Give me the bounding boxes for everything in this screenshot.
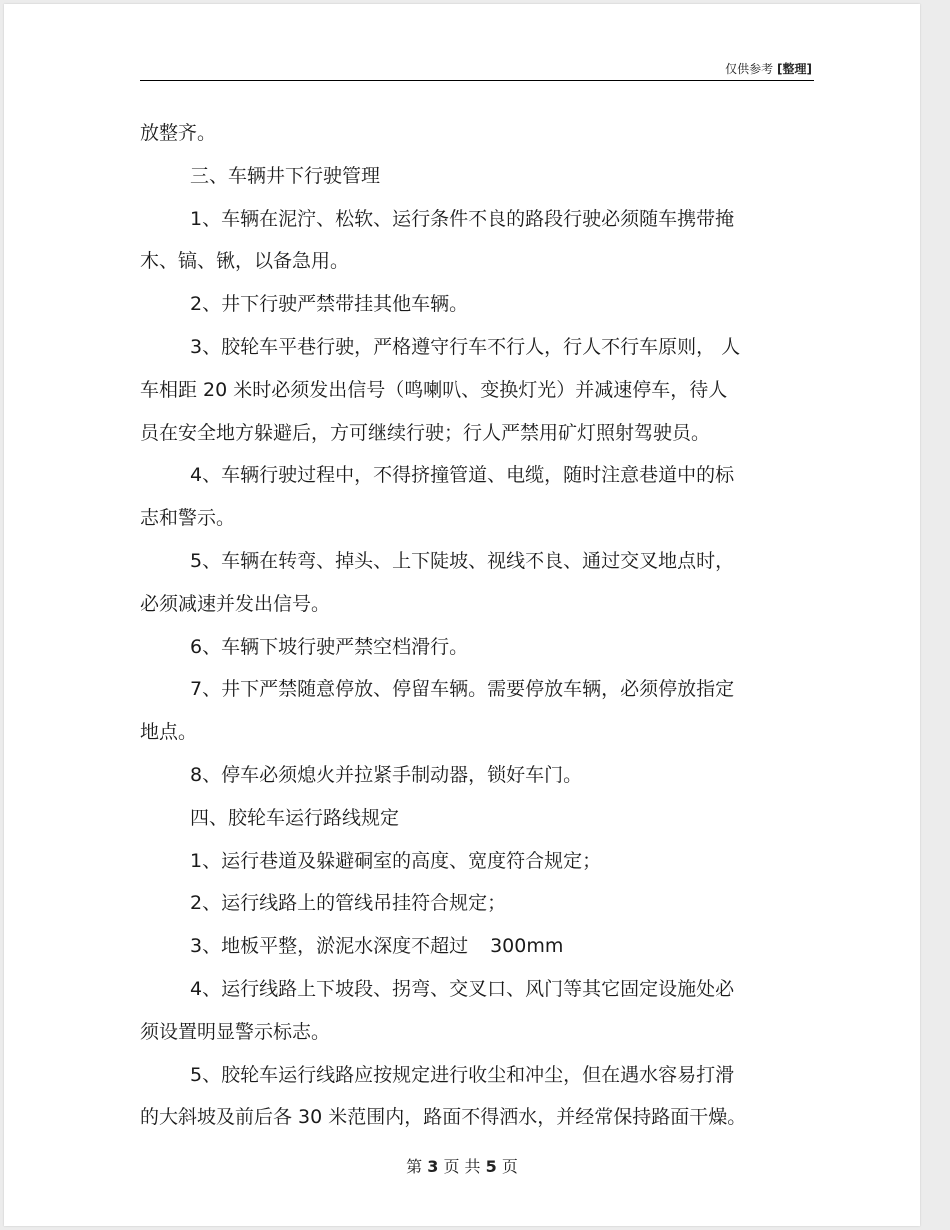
section-heading: 四、胶轮车运行路线规定 bbox=[190, 806, 400, 829]
body-line: 5、车辆在转弯、掉头、上下陡坡、视线不良、通过交叉地点时， bbox=[190, 549, 735, 572]
page-header bbox=[140, 60, 814, 81]
header-note bbox=[725, 60, 812, 77]
section-heading: 三、车辆井下行驶管理 bbox=[190, 164, 381, 187]
footer-suffix: 页 bbox=[501, 1157, 518, 1176]
footer-page-number: 3 bbox=[427, 1157, 439, 1176]
body-line: 必须减速并发出信号。 bbox=[140, 592, 331, 615]
body-line: 2、井下行驶严禁带挂其他车辆。 bbox=[190, 293, 469, 316]
body-line: 7、井下严禁随意停放、停留车辆。需要停放车辆，必须停放指定 bbox=[190, 678, 735, 701]
header-label: 仅供参考 bbox=[725, 62, 774, 76]
body-line: 8、停车必须熄火并拉紧手制动器，锁好车门。 bbox=[190, 763, 583, 786]
page-footer bbox=[4, 1154, 920, 1177]
body-line: 4、运行线路上下坡段、拐弯、交叉口、风门等其它固定设施处必 bbox=[190, 977, 735, 1000]
body-line: 放整齐。 bbox=[140, 122, 217, 144]
body-line bbox=[140, 925, 780, 968]
body-line: 志和警示。 bbox=[140, 507, 236, 530]
body-text bbox=[140, 112, 780, 1139]
document-page bbox=[4, 4, 920, 1226]
body-line: 木、镐、锹，以备急用。 bbox=[140, 250, 350, 273]
body-line: 2、运行线路上的管线吊挂符合规定； bbox=[190, 892, 507, 915]
body-line: 6、车辆下坡行驶严禁空档滑行。 bbox=[190, 635, 469, 658]
body-line: 5、胶轮车运行线路应按规定进行收尘和冲尘，但在遇水容易打滑 bbox=[190, 1063, 735, 1086]
body-line: 1、车辆在泥泞、松软、运行条件不良的路段行驶必须随车携带掩 bbox=[190, 207, 735, 230]
body-line: 4、车辆行驶过程中，不得挤撞管道、电缆，随时注意巷道中的标 bbox=[190, 464, 735, 487]
body-line-value: 300mm bbox=[490, 935, 564, 958]
body-line: 须设置明显警示标志。 bbox=[140, 1020, 331, 1043]
footer-total-pages: 5 bbox=[485, 1157, 497, 1176]
body-line: 1、运行巷道及躲避硐室的高度、宽度符合规定； bbox=[190, 849, 602, 872]
body-line-text: 3、地板平整，淤泥水深度不超过 bbox=[190, 935, 469, 958]
body-line: 3、胶轮车平巷行驶，严格遵守行车不行人，行人不行车原则， 人 bbox=[190, 335, 741, 358]
header-tag: [整理] bbox=[777, 62, 812, 76]
footer-middle: 页 共 bbox=[443, 1157, 481, 1176]
body-line: 的大斜坡及前后各 30 米范围内，路面不得洒水，并经常保持路面干燥。 bbox=[140, 1106, 747, 1129]
body-line: 车相距 20 米时必须发出信号（鸣喇叭、变换灯光）并减速停车，待人 bbox=[140, 378, 728, 401]
body-line: 地点。 bbox=[140, 721, 198, 744]
footer-prefix: 第 bbox=[406, 1157, 423, 1176]
body-line: 员在安全地方躲避后，方可继续行驶；行人严禁用矿灯照射驾驶员。 bbox=[140, 421, 711, 444]
